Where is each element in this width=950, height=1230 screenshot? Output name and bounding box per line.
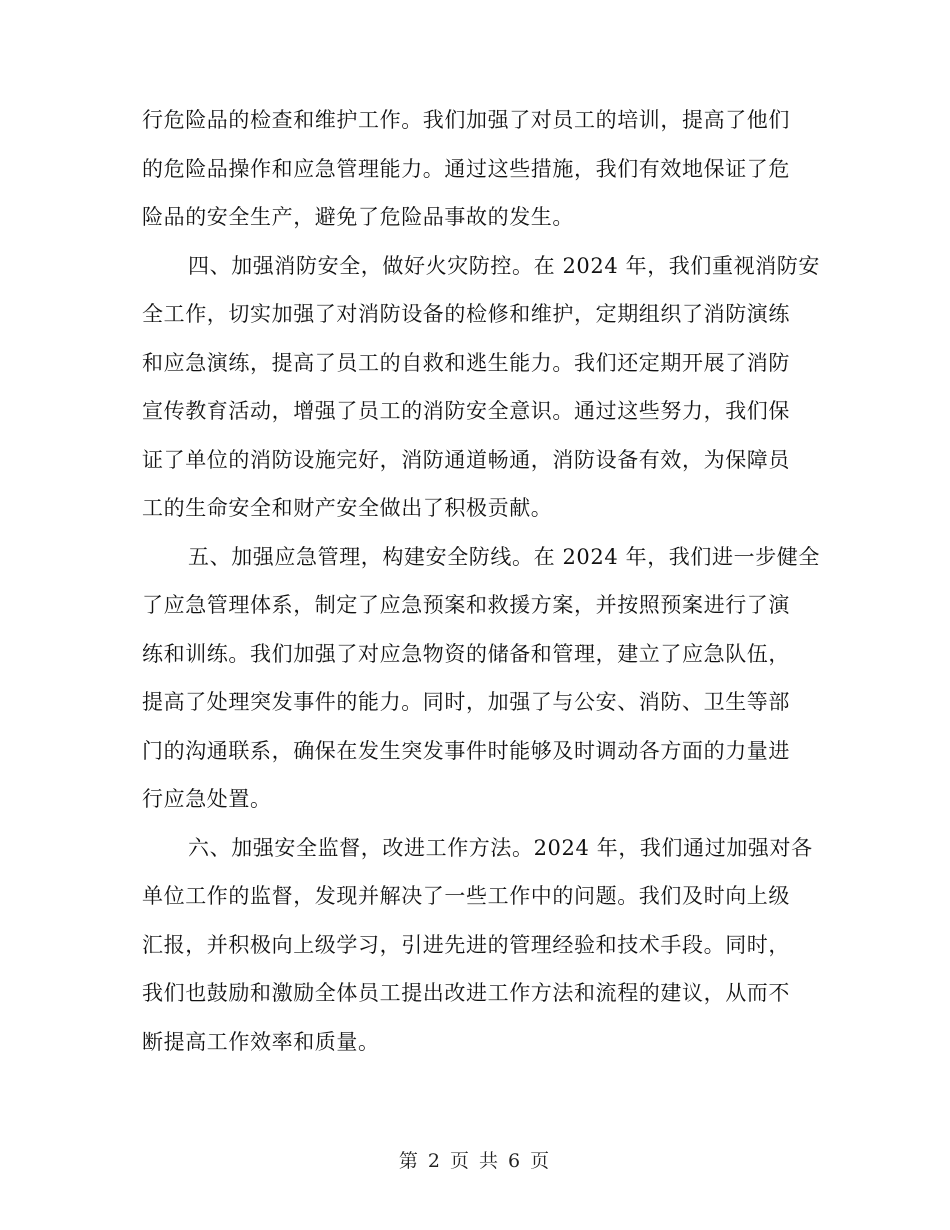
paragraph-safety-supervision (142, 824, 813, 1067)
text-line: 和应急演练，提高了员工的自救和逃生能力。我们还定期开展了消防 (142, 350, 790, 375)
text-line: 工的生命安全和财产安全做出了积极贡献。 (142, 496, 553, 520)
text-line: 险品的安全生产，避免了危险品事故的发生。 (142, 205, 574, 229)
text-line: 的危险品操作和应急管理能力。通过这些措施，我们有效地保证了危 (142, 156, 790, 181)
text-line: 门的沟通联系，确保在发生突发事件时能够及时调动各方面的力量进 (142, 738, 790, 763)
text-line: 我们也鼓励和激励全体员工提出改进工作方法和流程的建议，从而不 (142, 981, 790, 1005)
text-line: 行危险品的检查和维护工作。我们加强了对员工的培训，提高了他们 (142, 108, 790, 132)
paragraph-emergency-management (142, 533, 820, 824)
paragraph-fire-safety (142, 242, 820, 533)
text-line: 断提高工作效率和质量。 (142, 1029, 380, 1054)
text-line: 练和训练。我们加强了对应急物资的储备和管理，建立了应急队伍， (142, 641, 790, 666)
text-line: 五、加强应急管理，构建安全防线。在 2024 年，我们进一步健全 (188, 544, 820, 569)
document-body (142, 96, 820, 1066)
page-number-footer: 第 2 页 共 6 页 (398, 1150, 552, 1172)
text-line: 汇报，并积极向上级学习，引进先进的管理经验和技术手段。同时， (142, 932, 790, 957)
text-line: 全工作，切实加强了对消防设备的检修和维护，定期组织了消防演练 (142, 302, 790, 326)
text-line: 行应急处置。 (142, 787, 272, 811)
text-line: 四、加强消防安全，做好火灾防控。在 2024 年，我们重视消防安 (188, 253, 820, 278)
text-line: 了应急管理体系，制定了应急预案和救援方案，并按照预案进行了演 (142, 593, 790, 617)
text-line: 六、加强安全监督，改进工作方法。2024 年，我们通过加强对各 (188, 835, 813, 860)
text-line: 单位工作的监督，发现并解决了一些工作中的问题。我们及时向上级 (142, 884, 790, 908)
paragraph-continuation (142, 96, 808, 242)
text-line: 提高了处理突发事件的能力。同时，加强了与公安、消防、卫生等部 (142, 690, 790, 714)
text-line: 证了单位的消防设施完好，消防通道畅通，消防设备有效，为保障员 (142, 447, 790, 472)
text-line: 宣传教育活动，增强了员工的消防安全意识。通过这些努力，我们保 (142, 399, 790, 423)
